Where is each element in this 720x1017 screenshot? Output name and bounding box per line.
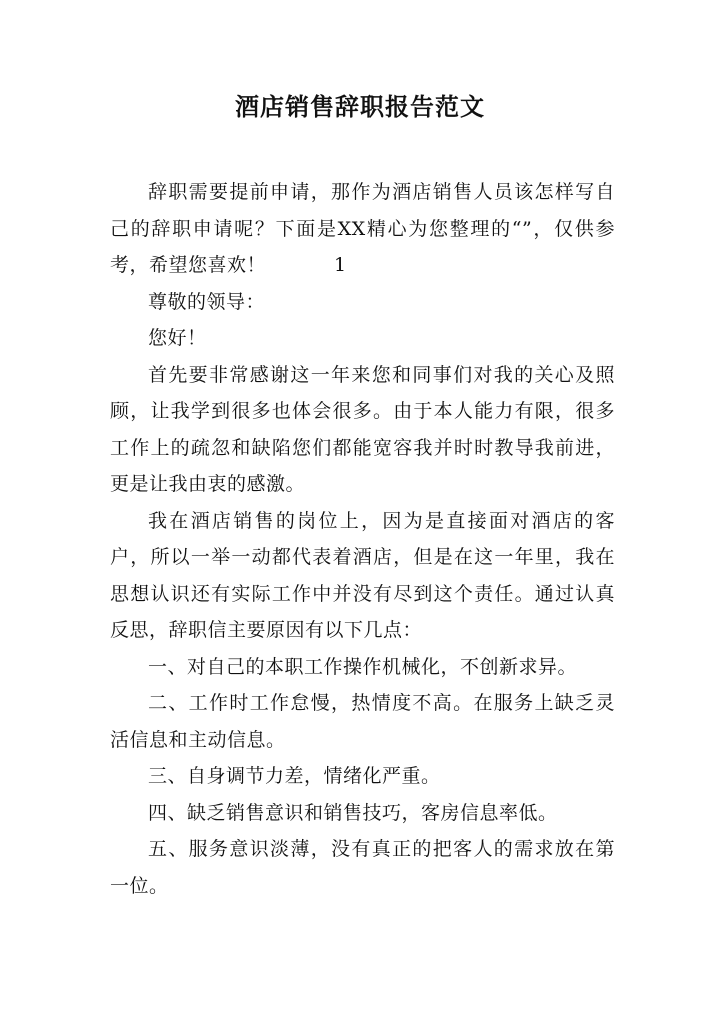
- intro-text: 辞职需要提前申请，那作为酒店销售人员该怎样写自己的辞职申请呢？下面是XX精心为您整理的“”，仅供参考，希望您喜欢！: [110, 181, 615, 276]
- reason-item-5: 五、服务意识淡薄，没有真正的把客人的需求放在第一位。: [110, 838, 615, 897]
- document-title: 酒店销售辞职报告范文: [235, 93, 485, 121]
- reason-item-2: 二、工作时工作怠慢，热情度不高。在服务上缺乏灵活信息和主动信息。: [110, 692, 615, 751]
- salutation: 尊敬的领导：: [148, 290, 266, 313]
- reason-item-4: 四、缺乏销售意识和销售技巧，客房信息率低。: [148, 801, 558, 824]
- greeting: 您好！: [148, 327, 207, 349]
- reason-item-3: 三、自身调节力差，情绪化严重。: [148, 765, 441, 787]
- intro-number: 1: [334, 254, 347, 276]
- paragraph-thanks: 首先要非常感谢这一年来您和同事们对我的关心及照顾，让我学到很多也体会很多。由于本人能力有限，很多工作上的疏忽和缺陷您们都能宽容我并时时教导我前进，更是让我由衷的感激。: [110, 363, 615, 495]
- paragraph-reasons-intro: 我在酒店销售的岗位上，因为是直接面对酒店的客户，所以一举一动都代表着酒店，但是在这一年里，我在思想认识还有实际工作中并没有尽到这个责任。通过认真反思，辞职信主要原因有以下几点：: [110, 509, 615, 641]
- intro-paragraph: [110, 174, 615, 284]
- document-body: [110, 174, 615, 904]
- reason-item-1: 一、对自己的本职工作操作机械化，不创新求异。: [148, 655, 578, 678]
